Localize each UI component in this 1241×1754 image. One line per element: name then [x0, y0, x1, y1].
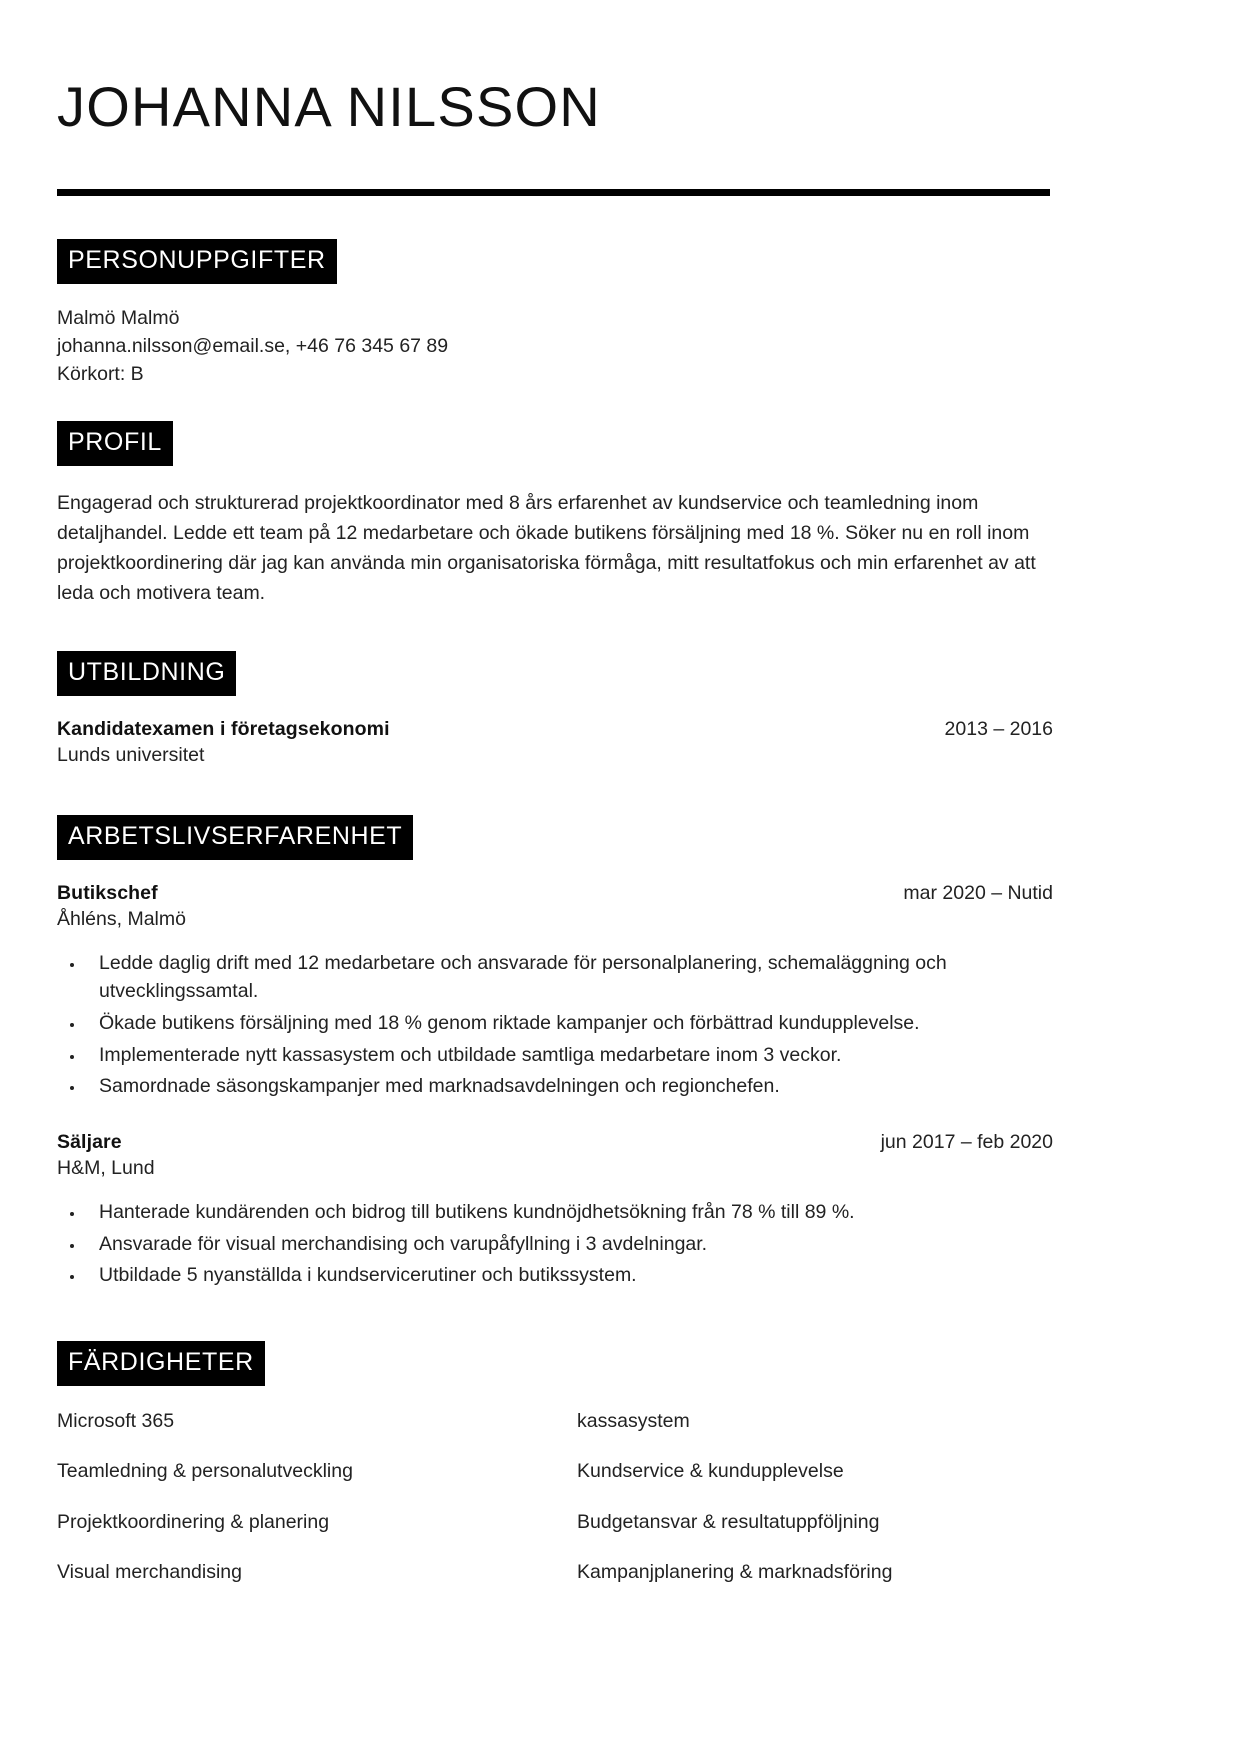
- skill-item: kassasystem: [577, 1409, 690, 1432]
- list-item: • Implementerade nytt kassasystem och utbildade samtliga medarbetare inom 3 veckor.: [85, 1041, 1053, 1070]
- job-date-range: mar 2020 – Nutid: [903, 881, 1053, 904]
- job-responsibility-list: [85, 949, 1053, 1101]
- section-heading-experience: ARBETSLIVSERFARENHET: [57, 815, 413, 860]
- list-item: • Ansvarade för visual merchandising och varupåfyllning i 3 avdelningar.: [85, 1230, 1053, 1259]
- experience-entry: [57, 882, 1053, 931]
- section-heading-education: UTBILDNING: [57, 651, 236, 696]
- profile-summary-text: Engagerad och strukturerad projektkoordinator med 8 års erfarenhet av kundservice och teamledning inom detaljhandel. Ledde ett team på 12 medarbetare och ökade butikens försäljning med 18 %. Söker nu en roll inom projektkoordinering där jag kan använda min organisatoriska förmåga, mitt resultatfokus och min erfarenhet av att leda och motivera team.: [57, 492, 1036, 604]
- job-title: Säljare: [57, 1131, 122, 1154]
- section-heading-skills: FÄRDIGHETER: [57, 1341, 265, 1386]
- header-divider: [57, 189, 1050, 196]
- job-responsibility-list: [85, 1198, 1053, 1290]
- candidate-name: JOHANNA NILSSON: [57, 75, 601, 138]
- list-item: • Hanterade kundärenden och bidrog till butikens kundnöjdhetsökning från 78 % till 89 %.: [85, 1198, 1053, 1227]
- skill-item: Projektkoordinering & planering: [57, 1510, 330, 1533]
- list-item: • Ökade butikens försäljning med 18 % genom riktade kampanjer och förbättrad kundupplevelse.: [85, 1009, 1053, 1038]
- section-heading-personal: PERSONUPPGIFTER: [57, 239, 337, 284]
- section-heading-profile: PROFIL: [57, 421, 173, 466]
- contact-location: Malmö Malmö: [57, 306, 180, 329]
- skill-item: Kundservice & kundupplevelse: [577, 1460, 844, 1483]
- education-date-range: 2013 – 2016: [944, 717, 1053, 740]
- skill-item: Visual merchandising: [57, 1561, 242, 1584]
- skill-item: Budgetansvar & resultatuppföljning: [577, 1510, 880, 1533]
- job-employer: H&M, Lund: [57, 1157, 155, 1180]
- job-employer: Åhléns, Malmö: [57, 907, 186, 930]
- experience-entry: [57, 1131, 1053, 1180]
- skills-grid: [57, 1410, 1053, 1585]
- education-entry-header: [57, 718, 1053, 741]
- skill-item: Kampanjplanering & marknadsföring: [577, 1561, 893, 1584]
- education-entry: [57, 718, 1053, 767]
- job-date-range: jun 2017 – feb 2020: [880, 1131, 1053, 1154]
- education-degree: Kandidatexamen i företagsekonomi: [57, 717, 390, 740]
- education-institution: Lunds universitet: [57, 743, 205, 766]
- list-item: • Samordnade säsongskampanjer med marknadsavdelningen och regionchefen.: [85, 1072, 1053, 1101]
- job-title: Butikschef: [57, 881, 158, 904]
- experience-entry-header: [57, 1131, 1053, 1154]
- contact-block: [57, 305, 1051, 389]
- contact-license: Körkort: B: [57, 362, 144, 385]
- contact-email-phone: johanna.nilsson@email.se, +46 76 345 67 89: [57, 334, 449, 357]
- list-item: • Ledde daglig drift med 12 medarbetare och ansvarade för personalplanering, schemaläggning och utvecklingssamtal.: [85, 949, 1053, 1006]
- list-item: • Utbildade 5 nyanställda i kundservicerutiner och butikssystem.: [85, 1261, 1053, 1290]
- skill-item: Microsoft 365: [57, 1409, 175, 1432]
- skill-item: Teamledning & personalutveckling: [57, 1460, 353, 1483]
- experience-entry-header: [57, 882, 1053, 905]
